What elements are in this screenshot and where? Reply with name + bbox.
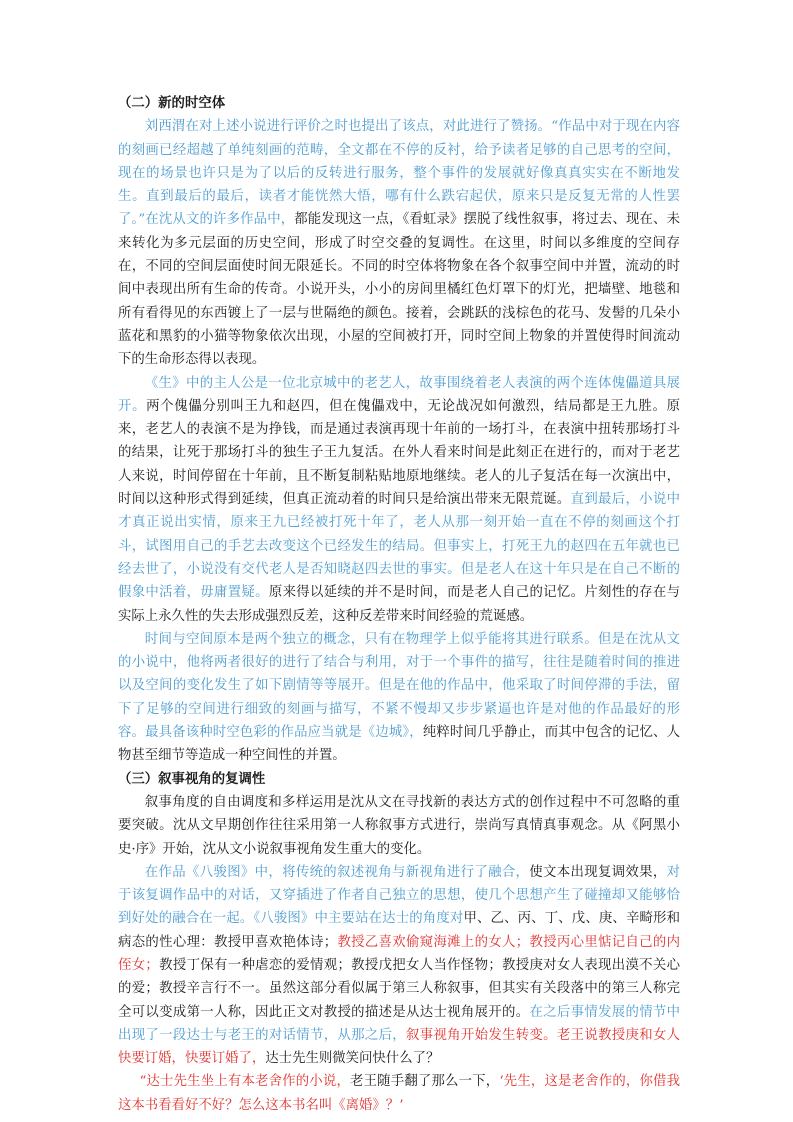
text-segment: 时间与空间原本是两个独立的概念，只有在物理学上似乎能将其进行联系。但是在沈从文的小说中，他将两者很好的进行了结合与利用，对于一个事件的描写，往往是随着时间的推进以及空间的变化发生了如下剧情等等展开。但是在他的作品中，他采取了时间停滞的手法，留下了足够的空间进行细致的刻画与描写，不紧不慢却又步步紧逼也许是对他的作品最好的形容。最具备该种时空色彩的作品应当就是《边城》， — [118, 631, 680, 741]
paragraph-liu-xiwei — [118, 115, 680, 371]
paragraph-time-space — [118, 628, 680, 768]
text-segment: 教授丁保有一种虐恋的爱情观；教授戊把女人当作怪物；教授庚对女人表现出漠不关心的爱；教授辛言行不一。虽然这部分看似属于第三人称叙事，但其实有关段落中的第三人称完全可以变成第一人称，因此正文对教授的描述是从达士视角展开的。 — [118, 957, 681, 1020]
section-heading-narrative-perspective: （三）叙事视角的复调性 — [118, 771, 266, 787]
text-segment: 在作品《八骏图》中，将传统的叙述视角与新视角进行了融合， — [144, 864, 530, 880]
text-segment: 都能发现这一点，《看虹录》摆脱了线性叙事，将过去、现在、未来转化为多元层面的历史空间，形成了时空交叠的复调性。在这里，时间以多维度的空间存在，不同的空间层面使时间无限延长。不同的时空体将物象在各个叙事空间中并置，流动的时间中表现出所有生命的传奇。小说开头，小小的房间里橘红色灯罩下的灯光，把墙壁、地毯和所有看得见的东西镀上了一层与世隔绝的颜色。接着，会跳跃的浅棕色的花马、发髻的几朵小蓝花和黑豹的小猫等物象依次出现，小屋的空间被打开，同时空间上物象的并置使得时间流动下的生命形态得以表现。 — [118, 212, 680, 368]
paragraph-quote — [118, 1070, 680, 1117]
text-segment: 老王随手翻了那么一下， — [350, 1074, 500, 1090]
text-segment: 两个傀儡分别叫王九和赵四，但在傀儡戏中，无论战况如何激烈，结局都是王九胜。原来，老艺人的表演不是为挣钱，而是通过表演再现十年前的一场打斗，在表演中扭转那场打斗的结果，让死于那场打斗的独生子王九复活。在外人看来时间是此刻正在进行的，而对于老艺人来说，时间停留在十年前，且不断复制粘贴地原地继续。老人的儿子复活在每一次演出中，时间以这种形式得到延续，但真正流动着的时间只是给演出带来无限荒诞。 — [118, 398, 681, 508]
text-segment: 叙事视角开始发生转变。老王说教授庚和女人快要订婚，快要订婚了， — [118, 1027, 681, 1067]
paragraph-sheng — [118, 372, 680, 628]
text-segment: 原来得以延续的并不是时间，而是老人自己的记忆。片刻性的存在与实际上永久性的失去形成强烈反差，这种反差带来时间经验的荒诞感。 — [118, 585, 681, 624]
text-segment: 甲、乙、丙、丁、戊、庚、辛畸形和病态的性心理：教授甲喜欢艳体诗； — [118, 911, 680, 950]
text-segment: 对于该复调作品中的对话，又穿插进了作者自己独立的思想，使几个思想产生了碰撞却又能够恰到好处的融合在一起。《八骏图》中主要站在达士的角度对 — [118, 864, 681, 927]
text-segment: 刘西渭在对上述小说进行评价之时也提出了该点，对此进行了赞扬。“作品中对于现在内容的刻画已经超越了单纯刻画的范畴，全文都在不停的反衬，给予读者足够的自己思考的空间，现在的场景也许只是为了以后的反转进行服务，整个事件的发展就好像真真实实在不断地发生。直到最后的最后，读者才能恍然大悟，哪有什么跌宕起伏，原来只是反复无常的人性罢了。”在沈从文的许多作品中， — [118, 119, 680, 228]
paragraph-eight-horses — [118, 861, 680, 1071]
section-heading-new-spacetime: （二）新的时空体 — [118, 96, 226, 111]
text-segment: 教授乙喜欢偷窥海滩上的女人；教授丙心里惦记自己的内侄女； — [118, 934, 681, 973]
text-segment: 直到最后，小说中才真正说出实情，原来王九已经被打死十年了，老人从那一刻开始一直在不停的刻画这个打斗，试图用自己的手艺去改变这个已经发生的结局。但事实上，打死王九的赵四在五年就也已经去世了，小说没有交代老人是否知晓赵四去世的事实。但是老人在这十年只是在自己不断的假象中活着，毋庸置疑。 — [118, 492, 681, 601]
text-segment: 在之后事情发展的情节中出现了一段达士与老王的对话情节，从那之后， — [118, 1004, 681, 1043]
document-page — [118, 92, 680, 1117]
text-segment: 纯粹时间几乎静止，而其中包含的记忆、人物甚至细节等造成一种空间性的并置。 — [118, 725, 680, 764]
text-segment: 使文本出现复调效果， — [529, 864, 667, 880]
paragraph-narrative-angle — [118, 791, 680, 861]
text-segment: “达士先生坐上有本老舍作的小说， — [139, 1074, 351, 1090]
text-segment: 达士先生则微笑问快什么了？ — [265, 1051, 440, 1067]
text-segment: 叙事角度的自由调度和多样运用是沈从文在寻找新的表达方式的创作过程中不可忽略的重要突破。沈从文早期创作往往采用第一人称叙事方式进行，崇尚写真情真事观念。从《阿黑小史·序》开始，沈从文小说叙事视角发生重大的变化。 — [118, 794, 680, 857]
text-segment: 《生》中的主人公是一位北京城中的老艺人，故事围绕着老人表演的两个连体傀儡道具展开。 — [118, 375, 680, 414]
text-segment: ‘先生，这是老舍作的，你借我这本书看看好不好？怎么这本书名叫《离婚》？’ — [118, 1074, 680, 1113]
